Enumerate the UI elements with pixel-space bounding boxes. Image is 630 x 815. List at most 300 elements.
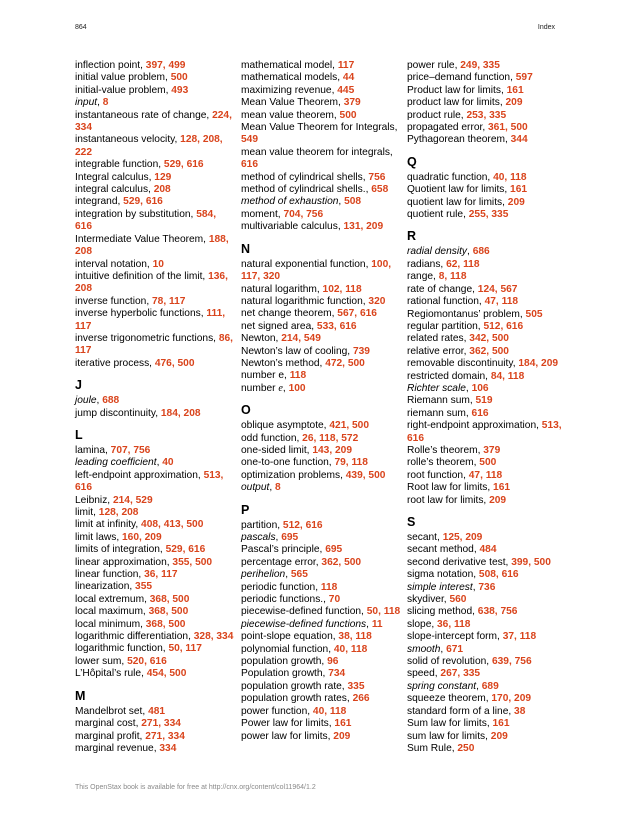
index-term: Rolle’s theorem, (407, 444, 484, 456)
index-entry (407, 358, 567, 370)
page-reference-link[interactable]: 50, 118 (366, 606, 401, 618)
index-entry (407, 619, 567, 631)
index-entry (241, 184, 401, 196)
index-entry (241, 172, 401, 184)
index-entry (75, 159, 235, 171)
page-reference-link[interactable]: 249, 335 (460, 60, 500, 71)
index-term: one-to-one function, (241, 457, 335, 469)
page-reference-link[interactable]: 508, 616 (478, 569, 519, 581)
page-reference-link[interactable]: 47, 118 (484, 296, 519, 308)
index-entry (407, 333, 567, 345)
index-entry (241, 383, 401, 395)
index-entry (407, 706, 567, 718)
page-reference-link[interactable]: 560 (449, 594, 467, 606)
page-reference-link[interactable]: 707, 756 (110, 444, 151, 456)
page-reference-link[interactable]: 62, 118 (446, 258, 480, 270)
page-reference-link[interactable]: 355 (135, 581, 153, 593)
page-reference-link[interactable]: 271, 334 (141, 718, 181, 730)
index-term: multivariable calculus, (241, 221, 344, 233)
page-reference-link[interactable]: 439, 500 (345, 469, 386, 481)
page-reference-link[interactable]: 689 (481, 680, 499, 692)
index-term: periodic function, (241, 581, 321, 593)
index-term: mean value theorem, (241, 109, 340, 121)
index-term: Mean Value Theorem for Integrals, (241, 122, 398, 134)
page-reference-link[interactable]: 584, 616 (75, 208, 217, 233)
page-reference-link[interactable]: 214, 549 (281, 333, 321, 345)
page-reference-link[interactable]: 129 (154, 171, 172, 183)
index-term: perihelion (241, 569, 286, 581)
page-reference-link[interactable]: 255, 335 (468, 209, 509, 221)
page-reference-link[interactable]: 704, 756 (283, 208, 324, 220)
page-reference-link[interactable]: 86, 117 (75, 332, 233, 357)
index-entry (407, 495, 567, 507)
index-entry (407, 681, 567, 693)
index-term: Richter scale (407, 382, 466, 394)
page-reference-link[interactable]: 209 (489, 494, 507, 506)
page-reference-link[interactable]: 445 (337, 84, 355, 96)
page-reference-link[interactable]: 355, 500 (172, 556, 213, 568)
page-reference-link[interactable]: 209 (505, 97, 523, 109)
page-reference-link[interactable]: 208 (153, 184, 171, 196)
page-reference-link[interactable]: 529, 616 (163, 159, 204, 171)
index-term: range, (407, 271, 439, 283)
page-reference-link[interactable]: 50, 117 (168, 643, 202, 655)
index-entry (75, 706, 235, 718)
index-entry (75, 743, 235, 755)
index-term: Product law for limits, (407, 84, 507, 96)
page-reference-link[interactable]: 266 (352, 693, 370, 705)
separator: , (476, 680, 482, 692)
index-entry (241, 321, 401, 333)
page-reference-link[interactable]: 320 (368, 295, 386, 307)
index-term: squeeze theorem, (407, 693, 492, 705)
index-term: iterative process, (75, 357, 155, 369)
page-reference-link[interactable]: 40 (162, 457, 174, 469)
index-entry (407, 644, 567, 656)
page-reference-link[interactable]: 100, 117, 320 (241, 258, 392, 283)
index-term: Newton’s method, (241, 357, 326, 369)
index-entry (241, 582, 401, 594)
index-entry (407, 445, 567, 457)
index-entry (75, 594, 235, 606)
page-reference-link[interactable]: 161 (334, 718, 352, 730)
index-term: right-endpoint approximation, (407, 420, 542, 432)
index-term: quadratic function, (407, 171, 494, 183)
page-reference-link[interactable]: 344 (510, 134, 528, 146)
index-entry (75, 532, 235, 544)
page-reference-link[interactable]: 397, 499 (145, 60, 186, 71)
index-entry (241, 544, 401, 556)
page-reference-link[interactable]: 500 (339, 109, 357, 121)
page-reference-link[interactable]: 567, 616 (337, 308, 377, 320)
page-reference-link[interactable]: 209 (507, 196, 525, 208)
index-entry (241, 209, 401, 221)
index-term: regular partition, (407, 320, 484, 332)
index-entry (241, 433, 401, 445)
page-reference-link[interactable]: 335 (347, 680, 365, 692)
index-entry (241, 97, 401, 109)
page-reference-link[interactable]: 638, 756 (477, 606, 518, 618)
page-reference-link[interactable]: 161 (506, 84, 524, 96)
index-entry (407, 134, 567, 146)
index-term: marginal cost, (75, 718, 142, 730)
index-entry (241, 358, 401, 370)
index-entry (407, 172, 567, 184)
page-reference-link[interactable]: 508 (344, 196, 362, 208)
index-entry (407, 346, 567, 358)
index-term: Sum law for limits, (407, 718, 493, 730)
separator: , (275, 532, 282, 543)
page-reference-link[interactable]: 267, 335 (440, 668, 481, 680)
index-term: Power law for limits, (241, 718, 335, 730)
page-reference-link[interactable]: 214, 529 (112, 494, 153, 506)
page-reference-link[interactable]: 161 (493, 482, 511, 494)
page-reference-link[interactable]: 597 (515, 72, 533, 84)
page-reference-link[interactable]: 565 (290, 569, 308, 581)
index-term: net signed area, (241, 320, 317, 332)
index-term: local extremum, (75, 593, 150, 605)
index-entry (241, 718, 401, 730)
page-reference-link[interactable]: 512, 616 (282, 519, 323, 531)
page-reference-link[interactable]: 421, 500 (329, 420, 370, 432)
page-reference-link[interactable]: 117 (337, 60, 355, 71)
page-reference-link[interactable]: 36, 117 (144, 569, 178, 581)
page-reference-link[interactable]: 519 (475, 395, 493, 407)
index-term: root law for limits, (407, 494, 490, 506)
page-reference-link[interactable]: 250 (457, 742, 475, 754)
index-entry (241, 594, 401, 606)
index-term: sigma notation, (407, 569, 479, 581)
index-term: maximizing revenue, (241, 84, 338, 96)
index-term: limit at infinity, (75, 519, 142, 531)
index-entry (75, 731, 235, 743)
index-column-2 (241, 60, 401, 743)
page-reference-link[interactable]: 188, 208 (75, 233, 229, 258)
index-term: product rule, (407, 109, 467, 121)
page-reference-link[interactable]: 38 (514, 705, 526, 717)
page-reference-link[interactable]: 209 (333, 730, 351, 742)
page-reference-link[interactable]: 328, 334 (193, 631, 234, 643)
page-reference-link[interactable]: 11 (371, 618, 383, 630)
page-reference-link[interactable]: 533, 616 (316, 320, 357, 332)
page-reference-link[interactable]: 8 (275, 482, 281, 494)
index-term: population growth rates, (241, 693, 353, 705)
index-term: population growth rate, (241, 680, 348, 692)
page-reference-link[interactable]: 128, 208, 222 (75, 134, 223, 158)
page-reference-link[interactable]: 513, 616 (407, 420, 562, 444)
index-term: local minimum, (75, 618, 146, 630)
page-reference-link[interactable]: 334 (159, 742, 177, 754)
index-term: speed, (407, 668, 441, 680)
index-entry (241, 631, 401, 643)
index-term: point-slope equation, (241, 631, 339, 643)
page-reference-link[interactable]: 271, 334 (145, 730, 185, 742)
page-reference-link[interactable]: 118 (289, 370, 307, 382)
index-entry (407, 656, 567, 668)
page-reference-link[interactable]: 342, 500 (469, 333, 509, 345)
index-term: integral calculus, (75, 184, 154, 196)
page-reference-link[interactable]: 125, 209 (442, 532, 483, 543)
page-reference-link[interactable]: 616 (241, 159, 258, 171)
page-reference-link[interactable]: 368, 500 (149, 593, 190, 605)
page-reference-link[interactable]: 476, 500 (154, 357, 195, 369)
page-reference-link[interactable]: 96 (327, 656, 339, 668)
page-reference-link[interactable]: 79, 118 (334, 457, 368, 469)
index-entry (75, 72, 235, 84)
index-entry (75, 619, 235, 631)
index-term: partition, (241, 519, 283, 531)
index-term: initial-value problem, (75, 84, 172, 96)
page-reference-link[interactable]: 500 (479, 457, 497, 469)
page-reference-link[interactable]: 368, 500 (148, 606, 189, 618)
index-term: mean value theorem for integrals, (241, 146, 393, 158)
index-term: Pythagorean theorem, (407, 134, 511, 146)
page-reference-link[interactable]: 695 (325, 544, 343, 556)
page-reference-link[interactable]: 520, 616 (127, 655, 167, 667)
index-term: Root law for limits, (407, 482, 494, 494)
page-reference-link[interactable]: 100 (288, 382, 306, 394)
page-reference-link[interactable]: 118 (320, 581, 338, 593)
index-letter-heading: P (241, 502, 250, 517)
page-reference-link[interactable]: 493 (171, 84, 189, 96)
index-entry (407, 408, 567, 420)
index-term: piecewise-defined functions (241, 618, 367, 630)
index-entry (407, 383, 567, 395)
separator: , (440, 643, 447, 655)
page-reference-link[interactable]: 44 (342, 72, 355, 84)
index-term: limit laws, (75, 531, 122, 543)
index-term: limits of integration, (75, 544, 166, 556)
index-entry (75, 606, 235, 618)
index-entry (407, 284, 567, 296)
index-entry (75, 296, 235, 308)
index-term: Mean Value Theorem, (241, 97, 344, 109)
page-reference-link[interactable]: 399, 500 (511, 556, 551, 568)
index-entry (75, 209, 235, 234)
index-entry (241, 681, 401, 693)
index-entry (241, 420, 401, 432)
index-letter-heading: M (75, 688, 86, 703)
page-reference-link[interactable]: 47, 118 (468, 469, 503, 481)
math-symbol: e (278, 382, 283, 394)
page-reference-link[interactable]: 128, 208 (98, 507, 139, 518)
index-entry (75, 259, 235, 271)
page-reference-link[interactable]: 616 (471, 407, 489, 419)
page-reference-link[interactable]: 37, 118 (502, 631, 537, 643)
page-reference-link[interactable]: 408, 413, 500 (141, 519, 204, 531)
page-reference-link[interactable]: 102, 118 (322, 283, 362, 295)
index-term: oblique asymptote, (241, 420, 330, 432)
page-reference-link[interactable]: 8, 118 (438, 271, 467, 283)
index-term: solid of revolution, (407, 656, 492, 668)
page-reference-link[interactable]: 686 (472, 246, 490, 258)
page-reference-link[interactable]: 26, 118, 572 (302, 432, 359, 444)
page-reference-link[interactable]: 695 (281, 532, 299, 543)
page-reference-link[interactable]: 379 (343, 97, 361, 109)
index-term: piecewise-defined function, (241, 606, 367, 618)
page-reference-link[interactable]: 78, 117 (152, 295, 186, 307)
page-reference-link[interactable]: 362, 500 (469, 345, 509, 357)
page-reference-link[interactable]: 734 (328, 668, 346, 680)
index-term: percentage error, (241, 556, 322, 568)
index-entry (241, 569, 401, 581)
page-reference-link[interactable]: 106 (471, 382, 489, 394)
index-entry (407, 606, 567, 618)
page-reference-link[interactable]: 36, 118 (437, 618, 471, 630)
index-term: rate of change, (407, 283, 478, 295)
page-reference-link[interactable]: 481 (148, 705, 166, 717)
index-term: radial density (407, 246, 468, 258)
separator: , (472, 581, 479, 593)
index-entry (407, 184, 567, 196)
index-entry (407, 582, 567, 594)
separator: , (269, 482, 275, 494)
page-reference-link[interactable]: 513, 616 (75, 469, 224, 494)
index-entry (407, 470, 567, 482)
page-reference-link[interactable]: 379 (483, 444, 501, 456)
page-reference-link[interactable]: 658 (371, 184, 389, 196)
index-term: method of exhaustion (241, 196, 339, 208)
index-entry (407, 631, 567, 643)
index-entry (75, 631, 235, 643)
page-reference-link[interactable]: 38, 118 (338, 631, 372, 643)
index-term: power law for limits, (241, 730, 334, 742)
index-term: logarithmic function, (75, 643, 169, 655)
index-term: linear function, (75, 569, 145, 581)
index-entry (241, 693, 401, 705)
index-term: odd function, (241, 432, 303, 444)
index-entry (241, 482, 401, 494)
index-term: root function, (407, 469, 469, 481)
page-reference-link[interactable]: 361, 500 (488, 122, 528, 134)
index-term: inverse hyperbolic functions, (75, 308, 207, 320)
page-reference-link[interactable]: 224, 334 (75, 109, 232, 134)
page-reference-link[interactable]: 368, 500 (145, 618, 186, 630)
page-reference-link[interactable]: 454, 500 (146, 668, 187, 680)
page-reference-link[interactable]: 739 (352, 345, 370, 357)
index-term: riemann sum, (407, 407, 472, 419)
page-reference-link[interactable]: 40, 118 (333, 643, 368, 655)
page-reference-link[interactable]: 639, 756 (491, 656, 532, 668)
index-term: sum law for limits, (407, 730, 491, 742)
index-term: instantaneous velocity, (75, 134, 181, 146)
index-term: inverse trigonometric functions, (75, 332, 219, 344)
page-reference-link[interactable]: 111, 117 (75, 308, 226, 332)
index-entry (75, 184, 235, 196)
index-term: optimization problems, (241, 469, 346, 481)
index-entry (75, 656, 235, 668)
page-reference-link[interactable]: 253, 335 (466, 109, 507, 121)
page-reference-link[interactable]: 529, 616 (165, 544, 206, 556)
page-reference-link[interactable]: 549 (241, 134, 258, 146)
page-reference-link[interactable]: 70 (328, 594, 341, 606)
page-reference-link[interactable]: 131, 209 (343, 221, 384, 233)
index-term: Mandelbrot set, (75, 705, 149, 717)
index-entry (407, 72, 567, 84)
index-term: power rule, (407, 60, 461, 71)
index-term: Pascal’s principle, (241, 544, 326, 556)
page-reference-link[interactable]: 209 (490, 730, 508, 742)
index-term: simple interest (407, 581, 473, 593)
index-entry (241, 445, 401, 457)
index-entry (407, 122, 567, 134)
page-reference-link[interactable]: 500 (170, 72, 188, 84)
page-reference-link[interactable]: 160, 209 (121, 531, 162, 543)
page-reference-link[interactable]: 170, 209 (491, 693, 532, 705)
index-entry (407, 532, 567, 544)
index-term: pascals (241, 532, 276, 543)
page-reference-link[interactable]: 505 (525, 308, 543, 320)
page-reference-link[interactable]: 736 (478, 581, 496, 593)
page-reference-link[interactable]: 529, 616 (123, 196, 163, 208)
index-entry (75, 470, 235, 495)
index-entry (75, 395, 235, 407)
page-reference-link[interactable]: 362, 500 (321, 556, 362, 568)
page-reference-link[interactable]: 161 (510, 184, 528, 196)
index-entry (241, 196, 401, 208)
index-term: Integral calculus, (75, 171, 155, 183)
index-entry (75, 581, 235, 593)
index-entry (75, 333, 235, 358)
index-entry (241, 706, 401, 718)
index-entry (75, 196, 235, 208)
index-term: method of cylindrical shells, (241, 171, 369, 183)
index-term: interval notation, (75, 258, 153, 270)
index-entry (407, 371, 567, 383)
page-reference-link[interactable]: 688 (102, 395, 120, 407)
page-reference-link[interactable]: 143, 209 (312, 444, 352, 456)
index-term: natural exponential function, (241, 258, 372, 270)
index-entry (75, 408, 235, 420)
index-entry (241, 606, 401, 618)
index-entry (407, 209, 567, 221)
page-reference-link[interactable]: 10 (152, 258, 164, 270)
index-entry (75, 110, 235, 135)
index-term: linearization, (75, 581, 136, 593)
page-reference-link[interactable]: 184, 208 (160, 407, 201, 419)
page-reference-link[interactable]: 671 (446, 643, 464, 655)
page-reference-link[interactable]: 40, 118 (312, 705, 347, 717)
page-reference-link[interactable]: 512, 616 (483, 320, 524, 332)
page-reference-link[interactable]: 40, 118 (493, 171, 527, 183)
page-reference-link[interactable]: 184, 209 (518, 358, 559, 370)
page-reference-link[interactable]: 756 (368, 171, 386, 183)
page-reference-link[interactable]: 8 (102, 97, 109, 109)
index-entry (75, 60, 235, 72)
page-reference-link[interactable]: 124, 567 (477, 283, 518, 295)
page-reference-link[interactable]: 484 (479, 544, 497, 556)
index-term: joule (75, 395, 97, 407)
index-entry (75, 519, 235, 531)
index-entry (241, 60, 401, 72)
index-entry (407, 693, 567, 705)
index-entry (241, 457, 401, 469)
index-term: logarithmic differentiation, (75, 631, 194, 643)
index-entry (241, 221, 401, 233)
index-term: smooth (407, 643, 441, 655)
page-reference-link[interactable]: 136, 208 (75, 270, 228, 295)
index-entry (75, 507, 235, 519)
index-term: one-sided limit, (241, 444, 313, 456)
index-term: number e, (241, 370, 290, 382)
index-term: propagated error, (407, 122, 488, 134)
page-reference-link[interactable]: 472, 500 (325, 357, 365, 369)
page-reference-link[interactable]: 84, 118 (490, 370, 525, 382)
index-letter-heading: Q (407, 154, 417, 169)
index-entry (407, 668, 567, 680)
page-reference-link[interactable]: 161 (492, 718, 510, 730)
index-term: Newton, (241, 333, 282, 345)
